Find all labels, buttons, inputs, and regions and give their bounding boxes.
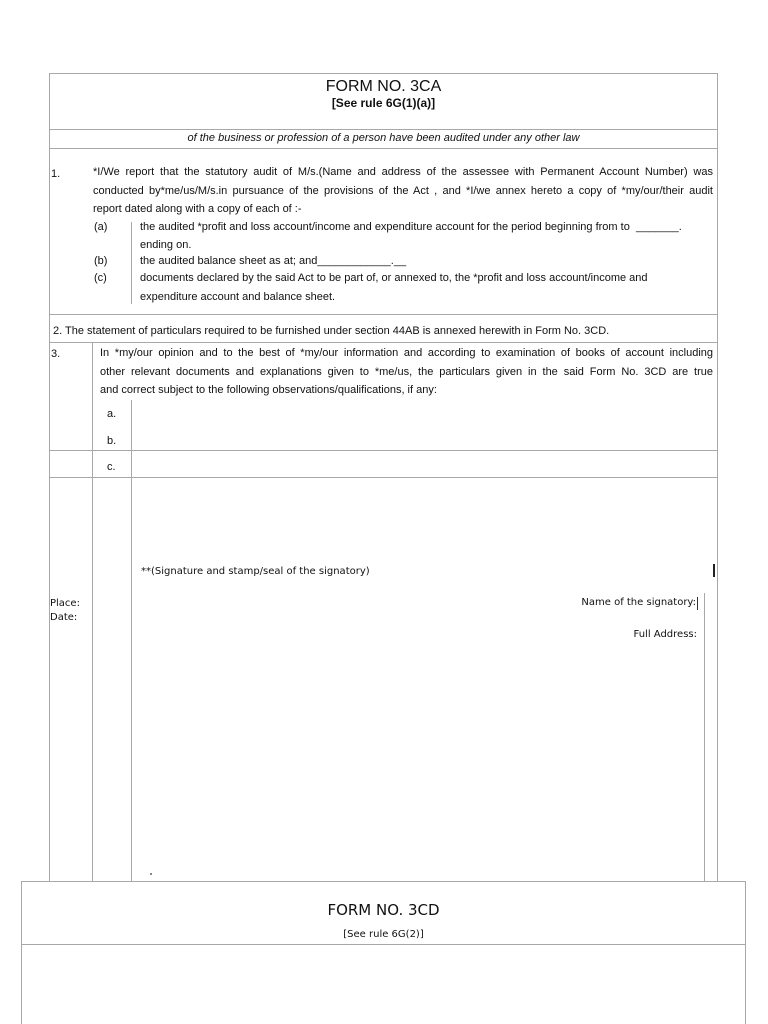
subitem-c-label: (c) (94, 272, 107, 284)
subitem-a-blank: _______. (635, 221, 682, 233)
item-2-top-divider (49, 314, 718, 315)
item-1-number: 1. (51, 168, 61, 180)
form-3ca-top-border (49, 73, 718, 74)
observation-a-label: a. (107, 408, 117, 420)
form-3cd-title: FORM NO. 3CD (327, 901, 440, 919)
item-1-body (93, 163, 713, 219)
column-divider-left (92, 342, 93, 881)
item-2-bottom-divider (49, 342, 718, 343)
stray-dot (150, 873, 152, 875)
item-3-line: and correct subject to the following observations/qualifications, if any: (100, 384, 437, 396)
subitem-a-continued: ending on. (140, 239, 192, 251)
observation-b-label: b. (107, 435, 117, 447)
item-3-line: In *my/our opinion and to the best of *my/our information and according to examination of books of account including (100, 347, 713, 359)
observation-c-label: c. (107, 461, 116, 473)
item-3-line: other relevant documents and explanations given to *me/us, the particulars given in the said Form No. 3CD are true (100, 365, 713, 378)
form-3cd-rule: [See rule 6G(2)] (343, 929, 424, 940)
full-address-label: Full Address: (633, 629, 697, 640)
date-label: Date: (50, 612, 78, 623)
subitem-b-label: (b) (94, 255, 108, 267)
subitem-c-text: documents declared by the said Act to be part of, or annexed to, the *profit and loss account/income and (140, 272, 648, 284)
form-3cd-title-divider (21, 944, 746, 945)
subheading-divider (49, 148, 718, 149)
title-divider (49, 129, 718, 130)
text-cursor-mark (713, 564, 715, 577)
subitem-b-text: the audited balance sheet as at; and____________.__ (140, 255, 407, 267)
item-2-text: 2. The statement of particulars required to be furnished under section 44AB is annexed herewith in Form No. 3CD. (53, 325, 610, 337)
item-1-line: conducted by*me/us/M/s.in pursuance of the provisions of the Act , and *I/we annex hereto a copy of *my/our/their audit (93, 184, 713, 197)
form-3ca-title: FORM NO. 3CA (325, 78, 442, 95)
form-3ca-rule: [See rule 6G(1)(a)] (331, 96, 436, 110)
observation-divider (49, 450, 718, 451)
subitem-a-text: the audited *profit and loss account/income and expenditure account for the period beginning from to _______. (140, 221, 682, 233)
subitem-b-blank: ____________.__ (317, 255, 407, 267)
subitem-a-label: (a) (94, 221, 108, 233)
subitem-label-divider (131, 222, 132, 304)
form-3cd-top-border (21, 881, 746, 882)
signature-caption: **(Signature and stamp/seal of the signatory) (141, 566, 370, 577)
signature-right-divider (704, 593, 705, 881)
item-3-number: 3. (51, 348, 61, 360)
item-1-line: *I/We report that the statutory audit of M/s.(Name and address of the assessee with Permanent Account Number) was (93, 166, 713, 178)
signatory-name-label: Name of the signatory: (581, 597, 696, 608)
form-3ca-subheading: of the business or profession of a person have been audited under any other law (187, 132, 580, 144)
signatory-name-cursor (697, 597, 698, 610)
column-divider-right (131, 400, 132, 881)
subitem-c-continued: expenditure account and balance sheet. (140, 291, 336, 303)
signature-section-divider (49, 477, 718, 478)
place-label: Place: (50, 598, 80, 609)
item-1-line: report dated along with a copy of each of :- (93, 203, 302, 215)
item-3-body (100, 344, 713, 400)
